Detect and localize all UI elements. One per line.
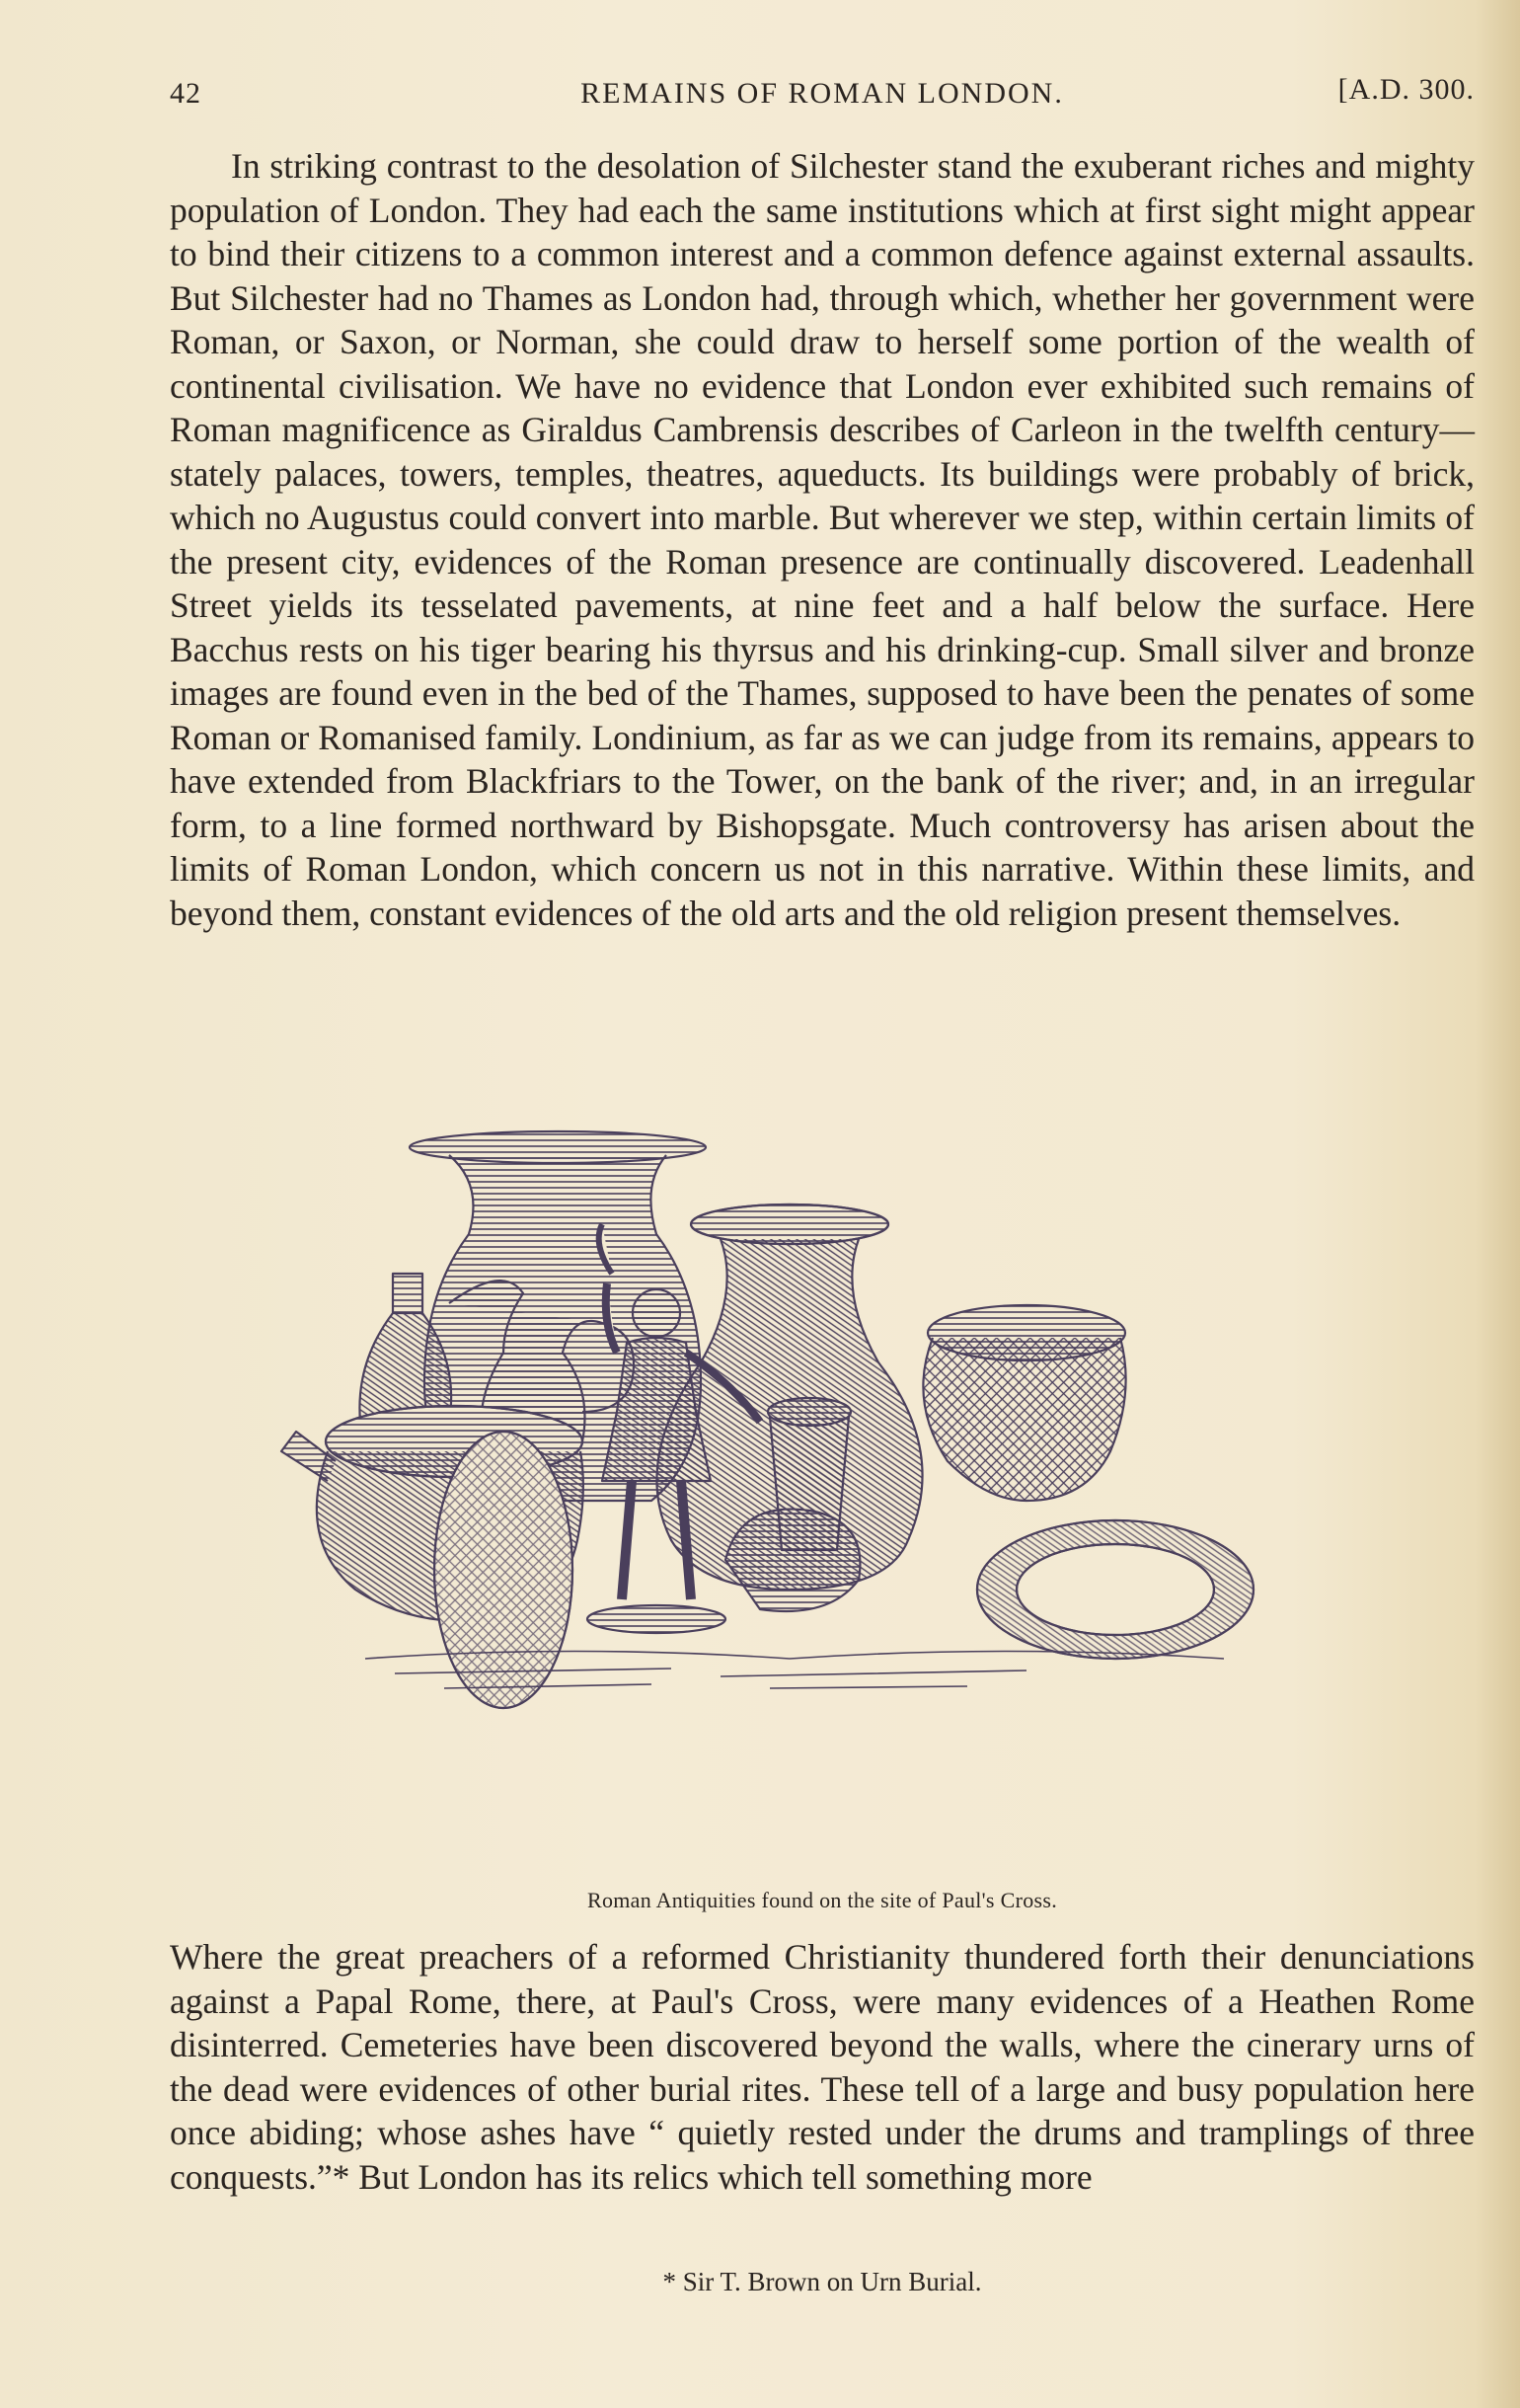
right-pot <box>923 1305 1125 1501</box>
date-note: [A.D. 300. <box>1337 73 1475 106</box>
footnote: * Sir T. Brown on Urn Burial. <box>662 2267 982 2296</box>
lamp-spout <box>725 1510 860 1611</box>
paragraph-1: In striking contrast to the desolation of Silchester stand the exuberant riches and mighty population of London. They had each the same institutions which at first sight might appear to bind their citizens to a common interest and a common defence against external assaults. But Silchester had no Thames as London had, through which, whether her government were Roman, or Saxon, or Norman, she could draw to herself some portion of the wealth of continental civilisation. We have no evidence that London ever exhibited such remains of Roman magnificence as Giraldus Cambrensis describes of Carleon in the twelfth century—stately palaces, towers, temples, theatres, aqueducts. Its buildings were probably of brick, which no Augustus could convert into marble. But wherever we step, within certain limits of the present city, evidences of the Roman presence are continually discovered. Leadenhall Street yields its tesselated pavements, at nine feet and a half below the surface. Here Bacchus rests on his tiger bearing his thyrsus and his drinking-cup. Small silver and bronze images are found even in the bed of the Thames, supposed to have been the penates of some Roman or Romanised family. Londinium, as far as we can judge from its remains, appears to have extended from Blackfriars to the Tower, on the bank of the river; and, in an irregular form, to a line formed northward by Bishopsgate. Much controversy has arisen about the limits of Roman London, which concern us not in this narrative. Within these limits, and beyond them, constant evidences of the old arts and the old religion present themselves. <box>170 146 1475 933</box>
page-number: 42 <box>170 77 201 110</box>
running-title: REMAINS OF ROMAN LONDON. <box>580 77 1064 110</box>
running-head <box>170 69 1475 118</box>
engraving-illustration <box>276 1126 1303 1876</box>
paragraph-2: Where the great preachers of a reformed Christianity thundered forth their denunciations against a Papal Rome, there, at Paul's Cross, were many evidences of a Heathen Rome disinterred. Cemeteries have been discovered beyond the walls, where the cinerary urns of the dead were evidences of other burial rites. These tell of a large and busy population here once abiding; whose ashes have “ quietly rested under the drums and tramplings of three conquests.”* But London has its relics which tell something more <box>170 1937 1475 2197</box>
lamp-disc <box>434 1432 572 1708</box>
shallow-dish <box>977 1520 1254 1659</box>
engraving-roman-antiquities <box>276 1126 1303 1876</box>
figure-caption: Roman Antiquities found on the site of Paul's Cross. <box>586 1888 1058 1912</box>
